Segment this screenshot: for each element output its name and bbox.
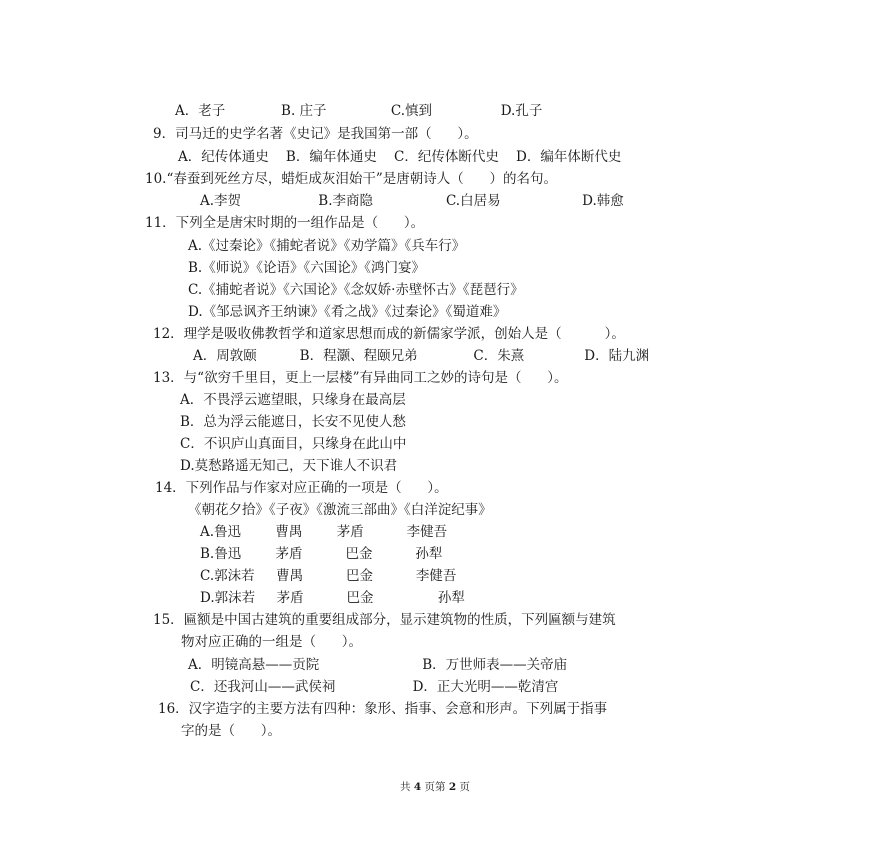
- footer-current-page: 2: [448, 781, 457, 793]
- text-line: B.《师说》《论语》《六国论》《鸿门宴》: [188, 260, 425, 276]
- question-14: 14．下列作品与作家对应正确的一项是（ ）。: [155, 480, 448, 496]
- text-line: 字的是（ ）。: [181, 723, 281, 739]
- text-line: C.郭沫若 曹禺 巴金 李健吾: [200, 568, 457, 584]
- text-line: A.《过秦论》《捕蛇者说》《劝学篇》《兵车行》: [188, 238, 466, 254]
- text-line: A．周敦颐 B．程灏、程颐兄弟 C．朱熹 D．陆九渊: [193, 348, 650, 364]
- footer-total-pages: 4: [413, 781, 422, 793]
- question-11: 11．下列全是唐宋时期的一组作品是（ ）。: [145, 215, 425, 231]
- text-line: C.《捕蛇者说》《六国论》《念奴娇·赤壁怀古》《琵琶行》: [188, 282, 524, 298]
- question-15: 15．匾额是中国古建筑的重要组成部分，显示建筑物的性质，下列匾额与建筑: [153, 612, 616, 628]
- text-line: D.莫愁路遥无知己，天下谁人不识君: [180, 458, 398, 474]
- footer-prefix: 共: [400, 781, 411, 793]
- text-line: A．明镜高悬——贡院 B．万世师表——关帝庙: [188, 657, 568, 673]
- text-line: A．老子 B. 庄子 C.慎到 D.孔子: [175, 103, 543, 119]
- text-line: 《朝花夕拾》《子夜》《激流三部曲》《白洋淀纪事》: [188, 502, 492, 518]
- text-line: C．不识庐山真面目，只缘身在此山中: [180, 436, 407, 452]
- text-line: A．纪传体通史 B．编年体通史 C．纪传体断代史 D．编年体断代史: [178, 149, 622, 165]
- text-line: A.鲁迅 曹禺 茅盾 李健吾: [200, 524, 448, 540]
- footer-mid: 页第: [424, 781, 446, 793]
- text-line: B．总为浮云能遮日，长安不见使人愁: [180, 414, 406, 430]
- question-16: 16．汉字造字的主要方法有四种：象形、指事、会意和形声。下列属于指事: [158, 701, 608, 717]
- text-line: A.李贺 B.李商隐 C.白居易 D.韩愈: [200, 193, 624, 209]
- text-line: D.郭沫若 茅盾 巴金 孙犁: [200, 590, 465, 606]
- question-9: 9．司马迁的史学名著《史记》是我国第一部（ ）。: [153, 126, 478, 142]
- question-10: 10.“春蚕到死丝方尽，蜡炬成灰泪始干”是唐朝诗人（ ）的名句。: [145, 171, 558, 187]
- text-line: A．不畏浮云遮望眼，只缘身在最高层: [180, 392, 406, 408]
- text-line: C．还我河山——武侯祠 D．正大光明——乾清宫: [190, 679, 559, 695]
- text-line: 物对应正确的一组是（ ）。: [181, 634, 362, 650]
- text-line: B.鲁迅 茅盾 巴金 孙犁: [200, 546, 443, 562]
- page-footer: [0, 779, 870, 794]
- footer-suffix: 页: [459, 781, 470, 793]
- question-12: 12．理学是吸收佛教哲学和道家思想而成的新儒家学派，创始人是（ ）。: [153, 326, 625, 342]
- question-13: 13．与“欲穷千里目，更上一层楼”有异曲同工之妙的诗句是（ ）。: [153, 370, 568, 386]
- text-line: D.《邹忌讽齐王纳谏》《肴之战》《过秦论》《蜀道难》: [188, 304, 507, 320]
